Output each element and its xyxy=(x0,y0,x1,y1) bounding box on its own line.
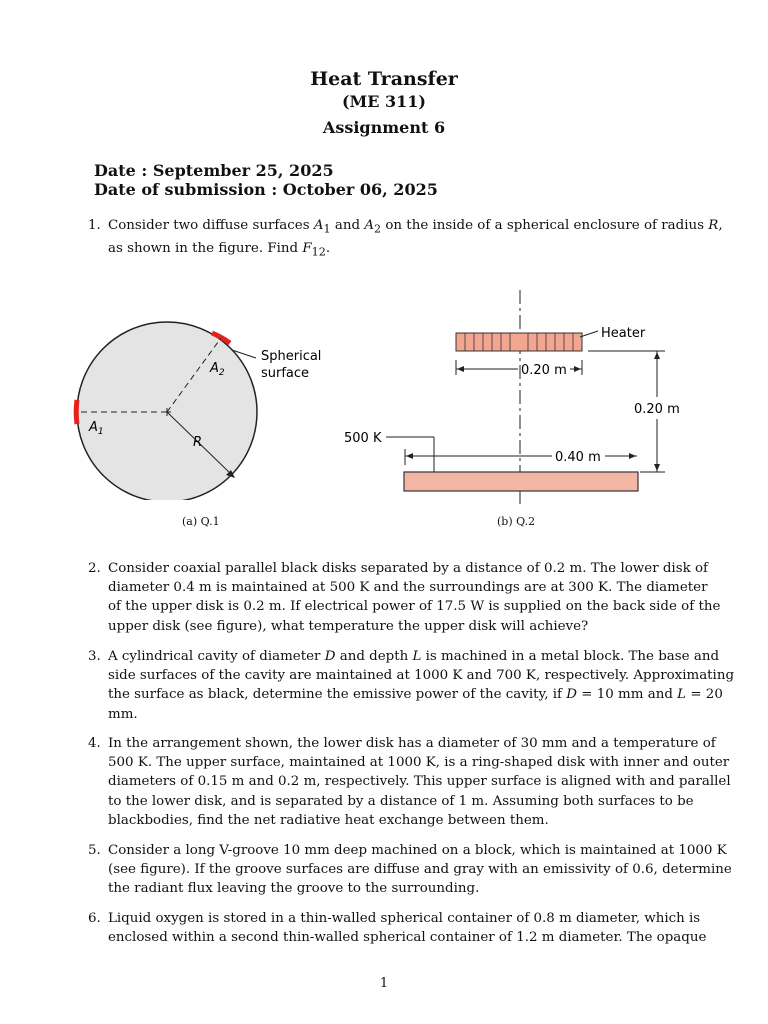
figure-b-caption: (b) Q.2 xyxy=(497,515,536,528)
course-code: (ME 311) xyxy=(341,92,426,111)
surface-a1-arc xyxy=(76,400,77,424)
question-text xyxy=(108,909,707,947)
text-line: blackbodies, find the net radiative heat exchange between them. xyxy=(108,812,549,828)
label-heater: Heater xyxy=(601,326,646,341)
submission-date-line: Date of submission : October 06, 2025 xyxy=(94,180,438,199)
question-text xyxy=(108,647,735,724)
text-line: Liquid oxygen is stored in a thin-walled spherical container of 0.8 m diameter, which is xyxy=(108,911,701,926)
text-line: A cylindrical cavity of diameter D and depth L is machined in a metal block. The base and xyxy=(108,649,720,664)
text-line: as shown in the figure. Find $F_{12}$. xyxy=(108,240,331,259)
text-line: 500 K. The upper surface, maintained at 1000 K, is a ring-shaped disk with inner and outer xyxy=(108,755,730,771)
text-line: enclosed within a second thin-walled spherical container of 1.2 m diameter. The opaque xyxy=(108,930,707,946)
label-r: R xyxy=(193,435,203,450)
text-line: the surface as black, determine the emissive power of the cavity, if D = 10 mm and L = 20 xyxy=(108,687,723,703)
label-surface: surface xyxy=(261,366,310,381)
text-line: the radiant flux leaving the groove to the surrounding. xyxy=(108,881,480,897)
label-lower-diameter: 0.40 m xyxy=(555,450,601,465)
gap-arrow-bottom xyxy=(654,464,660,471)
upper-dia-arrow-left xyxy=(457,366,464,372)
label-lower-temperature: 500 K xyxy=(344,431,382,446)
text-line: mm. xyxy=(108,706,138,722)
label-spherical: Spherical xyxy=(261,349,322,364)
text-line: diameter 0.4 m is maintained at 500 K and the surroundings are at 300 K. The diameter xyxy=(108,580,708,596)
text-line: to the lower disk, and is separated by a distance of 1 m. Assuming both surfaces to be xyxy=(108,793,694,809)
text-line: Consider two diffuse surfaces $A_1$ and $A_2$ on the inside of a spherical enclosure of radius R, xyxy=(108,218,723,236)
question-text xyxy=(108,841,732,899)
text-line: of the upper disk is 0.2 m. If electrical power of 17.5 W is supplied on the back side of the xyxy=(108,599,721,615)
label-a1: $A_1$ xyxy=(89,420,104,437)
question-number: 4. xyxy=(88,736,101,751)
lower-disk xyxy=(404,472,638,491)
text-line: In the arrangement shown, the lower disk has a diameter of 30 mm and a temperature of xyxy=(108,736,716,751)
gap-arrow-top xyxy=(654,352,660,359)
text-line: Consider a long V-groove 10 mm deep machined on a block, which is maintained at 1000 K xyxy=(108,843,727,858)
figure-b-coaxial-disks xyxy=(330,285,710,510)
question-number: 2. xyxy=(88,561,101,576)
question-number: 3. xyxy=(88,649,101,664)
text-line: side surfaces of the cavity are maintained at 1000 K and 700 K, respectively. Approximating xyxy=(108,668,735,684)
page-title: Heat Transfer xyxy=(310,68,458,90)
assignment-title: Assignment 6 xyxy=(322,118,446,137)
question-text xyxy=(108,559,721,636)
label-upper-diameter: 0.20 m xyxy=(521,363,567,378)
upper-dia-arrow-right xyxy=(574,366,581,372)
lower-dia-arrow-right xyxy=(629,453,636,459)
text-line: (see figure). If the groove surfaces are diffuse and gray with an emissivity of 0.6, determine xyxy=(108,862,732,878)
label-a2: $A_2$ xyxy=(210,361,225,378)
question-text xyxy=(108,216,723,262)
text-line: upper disk (see figure), what temperature the upper disk will achieve? xyxy=(108,618,589,634)
label-gap: 0.20 m xyxy=(634,402,680,417)
figure-a-spherical-enclosure xyxy=(60,300,340,500)
question-number: 1. xyxy=(88,218,101,233)
question-text xyxy=(108,734,731,830)
lower-dia-arrow-left xyxy=(406,453,413,459)
heater-block xyxy=(456,333,582,351)
date-line: Date : September 25, 2025 xyxy=(94,161,334,180)
page-number: 1 xyxy=(379,976,389,991)
question-number: 5. xyxy=(88,843,101,858)
figure-a-caption: (a) Q.1 xyxy=(182,515,220,528)
text-line: Consider coaxial parallel black disks separated by a distance of 0.2 m. The lower disk of xyxy=(108,561,708,576)
text-line: diameters of 0.15 m and 0.2 m, respectively. This upper surface is aligned with and parallel xyxy=(108,774,731,790)
heater-leader-line xyxy=(580,331,598,337)
question-number: 6. xyxy=(88,911,101,926)
